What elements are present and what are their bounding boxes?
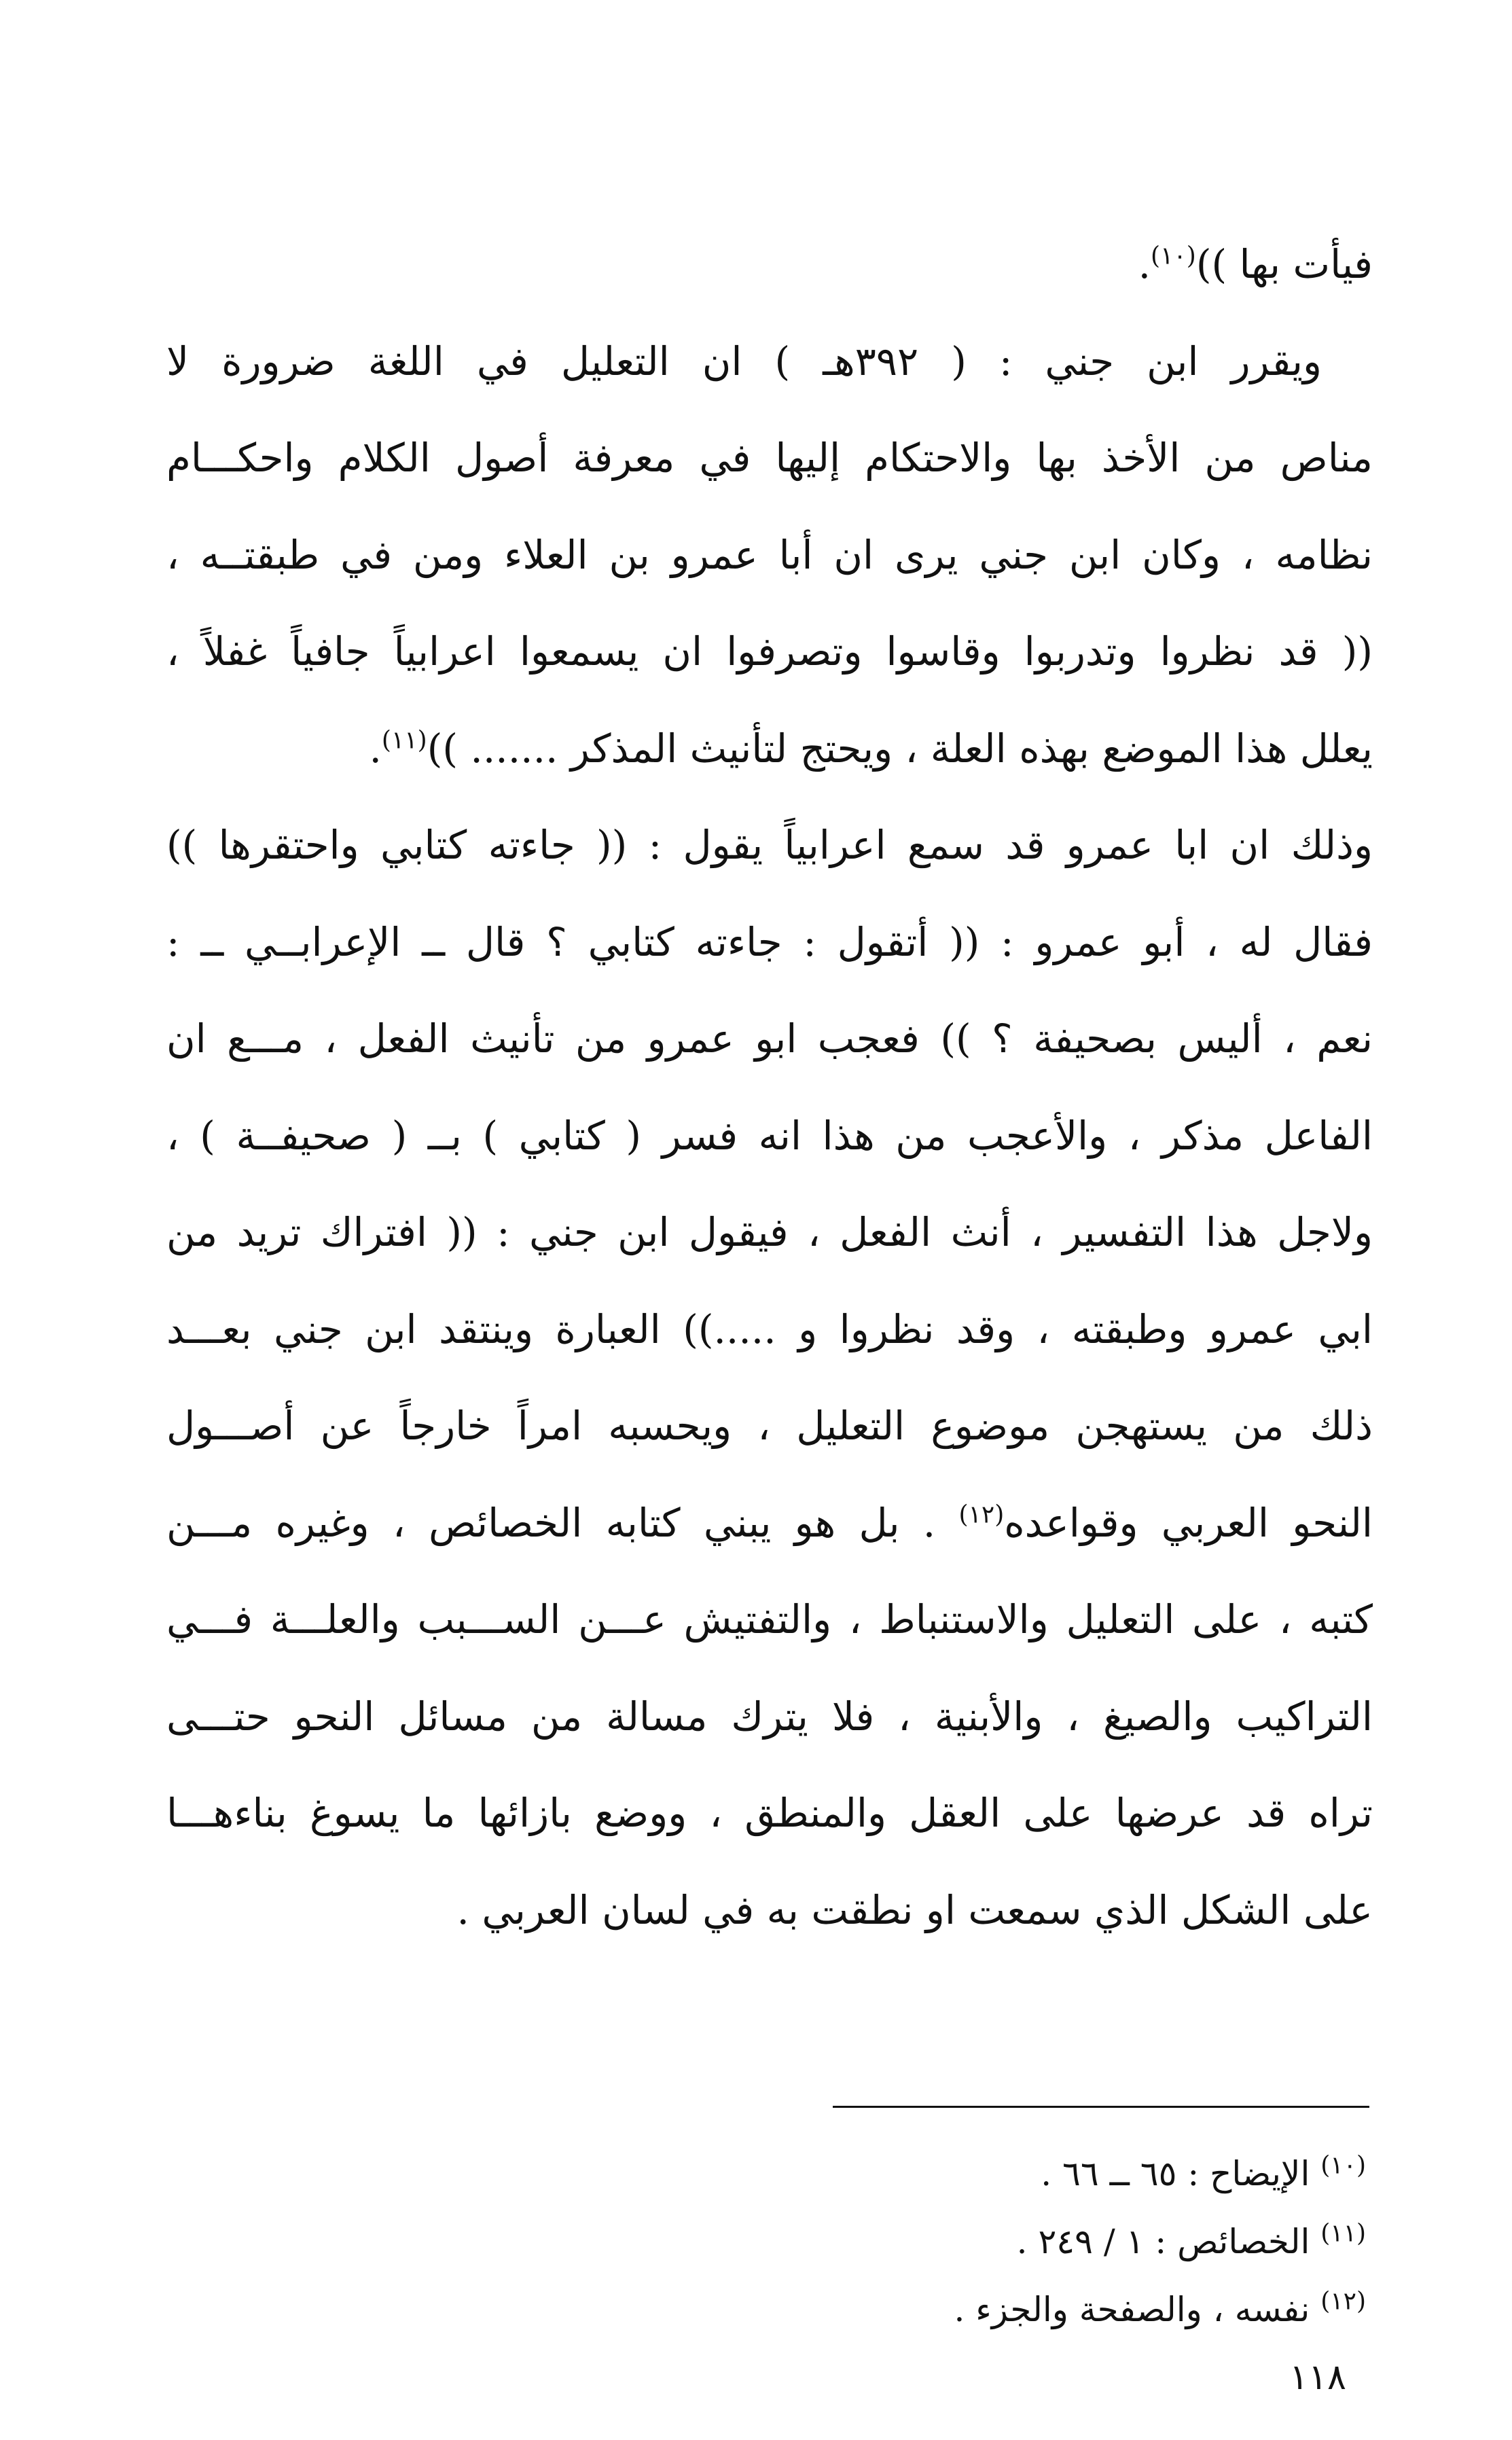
text-line: يعلل هذا الموضع بهذه العلة ، ويحتج لتأنيث المذكر ....... ))$^{(١١)}$. xyxy=(369,725,1373,772)
text-line: ويقرر ابن جني : ( ٣٩٢هـ ) ان التعليل في اللغة ضرورة لا xyxy=(166,338,1322,384)
text-line: ذلك من يستهجن موضوع التعليل ، ويحسبه امراً خارجاً عن أصـــول xyxy=(166,1403,1373,1449)
text-line: نظامه ، وكان ابن جني يرى ان أبا عمرو بن العلاء ومن في طبقتــه ، xyxy=(166,531,1373,578)
footnotes xyxy=(687,2140,1366,2344)
footnote-item: $^{(١٠)}$ الإيضاح : ٦٥ ــ ٦٦ . xyxy=(1041,2151,1366,2193)
text-line: نعم ، أليس بصحيفة ؟ )) فعجب ابو عمرو من تأنيث الفعل ، مـــع ان xyxy=(166,1016,1373,1062)
footnote-item: $^{(١١)}$ الخصائص : ١ / ٢٤٩ . xyxy=(1016,2219,1366,2261)
body-text xyxy=(166,216,1373,1958)
text-line: فيأت بها ))$^{(١٠)}$. xyxy=(1138,241,1373,287)
text-line: الفاعل مذكر ، والأعجب من هذا انه فسر ( كتابي ) بــ ( صحيفــة ) ، xyxy=(166,1112,1373,1159)
text-line: التراكيب والصيغ ، والأبنية ، فلا يترك مسالة من مسائل النحو حتـــى xyxy=(166,1693,1373,1740)
text-line: كتبه ، على التعليل والاستنباط ، والتفتيش عـــن الســـبب والعلـــة فـــي xyxy=(166,1596,1373,1643)
text-line: (( قد نظروا وتدربوا وقاسوا وتصرفوا ان يسمعوا اعرابياً جافياً غفلاً ، xyxy=(166,628,1373,675)
text-line: ولاجل هذا التفسير ، أنث الفعل ، فيقول ابن جني : (( افتراك تريد من xyxy=(166,1209,1373,1255)
footnote-divider xyxy=(833,2106,1369,2108)
footnote-number: (١١) xyxy=(1320,2219,1366,2248)
footnote-number: (١٠) xyxy=(1320,2151,1366,2180)
footnote-item: $^{(١٢)}$ نفسه ، والصفحة والجزء . xyxy=(954,2287,1366,2329)
text-line: النحو العربي وقواعده$^{(١٢)}$ . بل هو يبني كتابه الخصائص ، وغيره مـــن xyxy=(166,1499,1373,1546)
page-number: ١١٨ xyxy=(1289,2357,1346,2398)
text-line: وذلك ان ابا عمرو قد سمع اعرابياً يقول : (( جاءته كتابي واحتقرها )) xyxy=(166,822,1373,868)
footnote-marker: (١١) xyxy=(381,726,427,755)
text-line: ابي عمرو وطبقته ، وقد نظروا و .....)) العبارة وينتقد ابن جني بعـــد xyxy=(166,1306,1373,1352)
text-line: تراه قد عرضها على العقل والمنطق ، ووضع بازائها ما يسوغ بناءهـــا xyxy=(166,1790,1373,1836)
text-line: فقال له ، أبو عمرو : (( أتقول : جاءته كتابي ؟ قال ــ الإعرابــي ــ : xyxy=(166,918,1373,965)
footnote-marker: (١٠) xyxy=(1151,242,1196,270)
footnote-number: (١٢) xyxy=(1320,2287,1366,2316)
text-line: مناص من الأخذ بها والاحتكام إليها في معرفة أصول الكلام واحكـــام xyxy=(166,435,1373,481)
text-line: على الشكل الذي سمعت او نطقت به في لسان العربي . xyxy=(456,1886,1373,1933)
footnote-marker: (١٢) xyxy=(958,1501,1005,1529)
